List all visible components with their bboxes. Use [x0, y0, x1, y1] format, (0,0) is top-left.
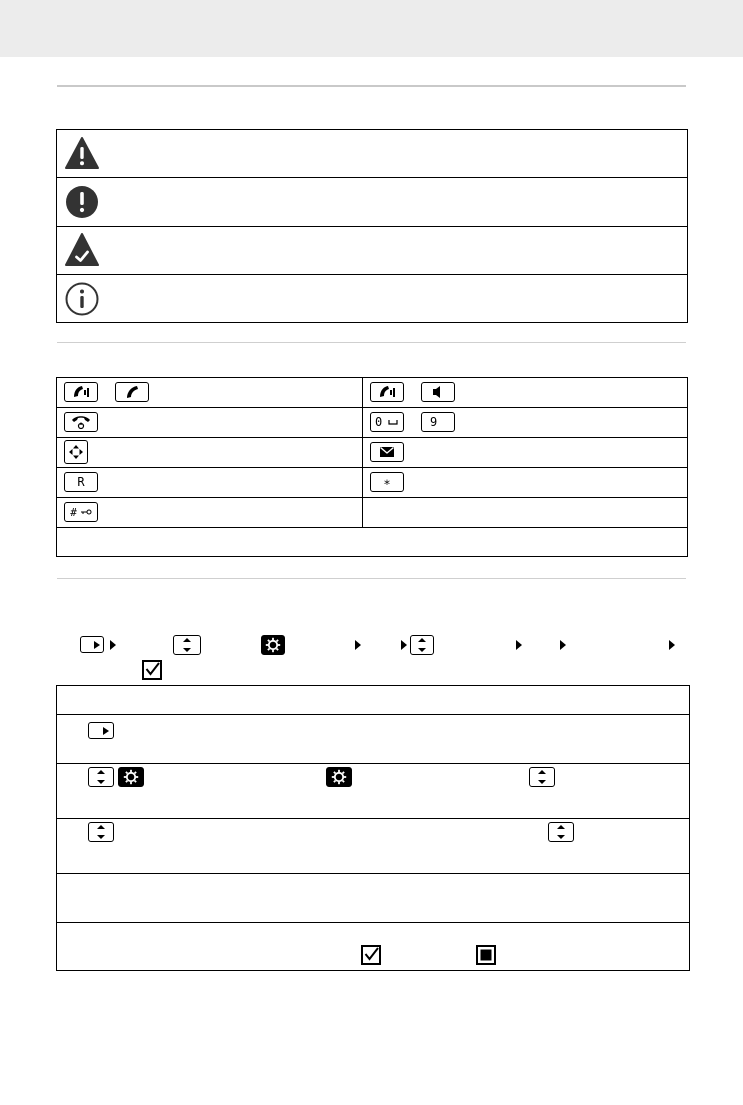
arrow-right-icon [560, 640, 566, 650]
section-divider [57, 578, 686, 579]
table-row-divider [56, 763, 690, 764]
talk-key [64, 382, 98, 402]
arrow-right-icon [355, 640, 361, 650]
arrow-right-icon [516, 640, 522, 650]
procedure-table [56, 685, 690, 971]
settings-gear-icon [118, 767, 144, 787]
table-row-divider [56, 467, 688, 468]
checkbox-checked-icon [142, 660, 162, 680]
table-row-divider [56, 177, 688, 178]
up-down-key [173, 635, 201, 655]
table-row-divider [56, 922, 690, 923]
recall-key-label: R [77, 475, 85, 489]
hash-key [64, 502, 98, 522]
section-divider [57, 342, 686, 343]
recall-key [64, 472, 98, 492]
table-row-divider [56, 226, 688, 227]
arrow-right-icon [401, 640, 407, 650]
page-header-band [0, 0, 743, 57]
talk-key [370, 382, 404, 402]
up-down-key [529, 767, 555, 787]
digit-nine-label: 9 [430, 415, 438, 429]
important-circle-icon [64, 184, 100, 220]
handset-key [115, 382, 149, 402]
warning-triangle-icon [64, 136, 100, 170]
table-column-divider [362, 377, 363, 527]
up-down-key [88, 767, 114, 787]
settings-gear-icon [326, 767, 352, 787]
menu-key [88, 722, 114, 739]
speaker-key [421, 382, 455, 402]
table-row-divider [56, 437, 688, 438]
table-row-divider [56, 497, 688, 498]
table-row-divider [56, 274, 688, 275]
up-down-key [410, 635, 434, 655]
message-key [370, 442, 404, 462]
digit-zero-label: 0 [375, 415, 383, 429]
settings-gear-icon [261, 635, 285, 655]
control-key [64, 440, 88, 464]
table-row-divider [56, 873, 690, 874]
check-badge-icon [64, 232, 100, 268]
star-key [370, 472, 404, 492]
star-key-label: ∗ [383, 475, 391, 489]
table-row-divider [56, 714, 690, 715]
checkbox-checked-icon [361, 945, 381, 965]
table-row-divider [56, 818, 690, 819]
checkbox-unchecked-icon [476, 945, 496, 965]
arrow-right-icon [110, 640, 116, 650]
hash-key-label: # [70, 505, 77, 519]
section-divider [57, 85, 686, 87]
menu-key [80, 636, 104, 653]
table-row-divider [56, 407, 688, 408]
table-row-divider [56, 527, 688, 528]
up-down-key [88, 822, 114, 842]
end-call-key [64, 412, 98, 432]
digit-nine-key [421, 412, 455, 432]
digit-zero-key [370, 412, 404, 432]
up-down-key [548, 822, 574, 842]
info-circle-icon [64, 281, 100, 317]
arrow-right-icon [669, 640, 675, 650]
